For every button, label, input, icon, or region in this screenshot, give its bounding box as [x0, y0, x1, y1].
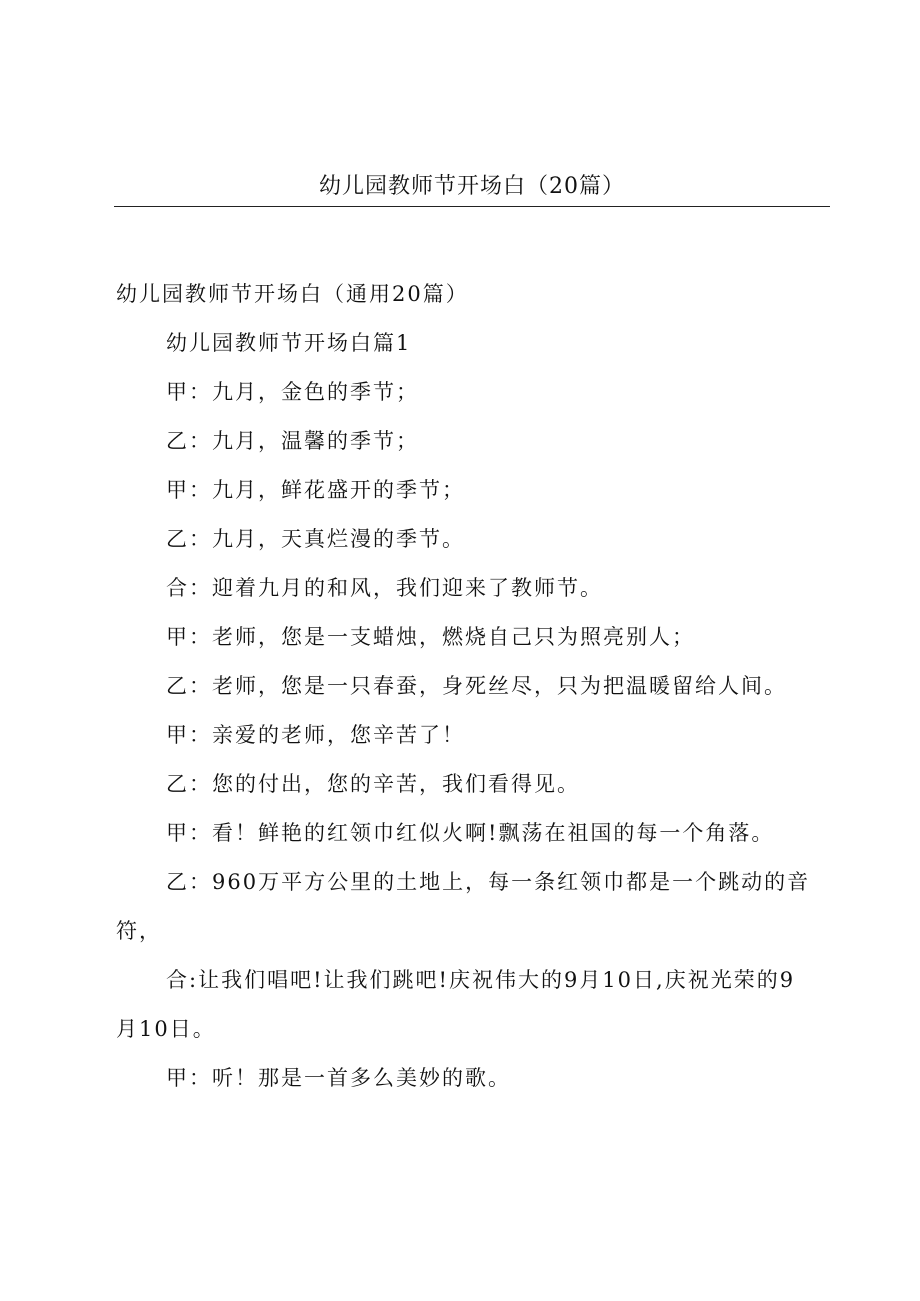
dialogue-line: 甲：九月，金色的季节；	[166, 380, 419, 404]
dialogue-line: 乙：老师，您是一只春蚕，身死丝尽，只为把温暖留给人间。	[166, 674, 787, 698]
document-title: 幼儿园教师节开场白（20篇）	[319, 174, 625, 199]
dialogue-line: 乙：960万平方公里的土地上，每一条红领巾都是一个跳动的音符，	[116, 870, 811, 943]
dialogue-line: 甲：亲爱的老师，您辛苦了！	[166, 723, 465, 747]
dialogue-line: 合:让我们唱吧!让我们跳吧!庆祝伟大的9月10日,庆祝光荣的9月10日。	[116, 968, 796, 1041]
dialogue-line: 甲：听！那是一首多么美妙的歌。	[166, 1066, 511, 1090]
dialogue-line: 乙：九月，温馨的季节；	[166, 429, 419, 453]
dialogue-line: 甲：老师，您是一支蜡烛，燃烧自己只为照亮别人；	[166, 625, 695, 649]
dialogue-line: 合：迎着九月的和风，我们迎来了教师节。	[166, 576, 603, 600]
title-underline	[114, 206, 830, 207]
section-heading: 幼儿园教师节开场白篇1	[166, 331, 412, 355]
subtitle-paragraph: 幼儿园教师节开场白（通用20篇）	[116, 282, 469, 306]
document-body	[116, 270, 816, 1103]
dialogue-line: 乙：您的付出，您的辛苦，我们看得见。	[166, 772, 580, 796]
dialogue-line: 乙：九月，天真烂漫的季节。	[166, 527, 465, 551]
dialogue-line: 甲：九月，鲜花盛开的季节；	[166, 478, 465, 502]
dialogue-line: 甲：看！鲜艳的红领巾红似火啊!飘荡在祖国的每一个角落。	[166, 821, 775, 845]
